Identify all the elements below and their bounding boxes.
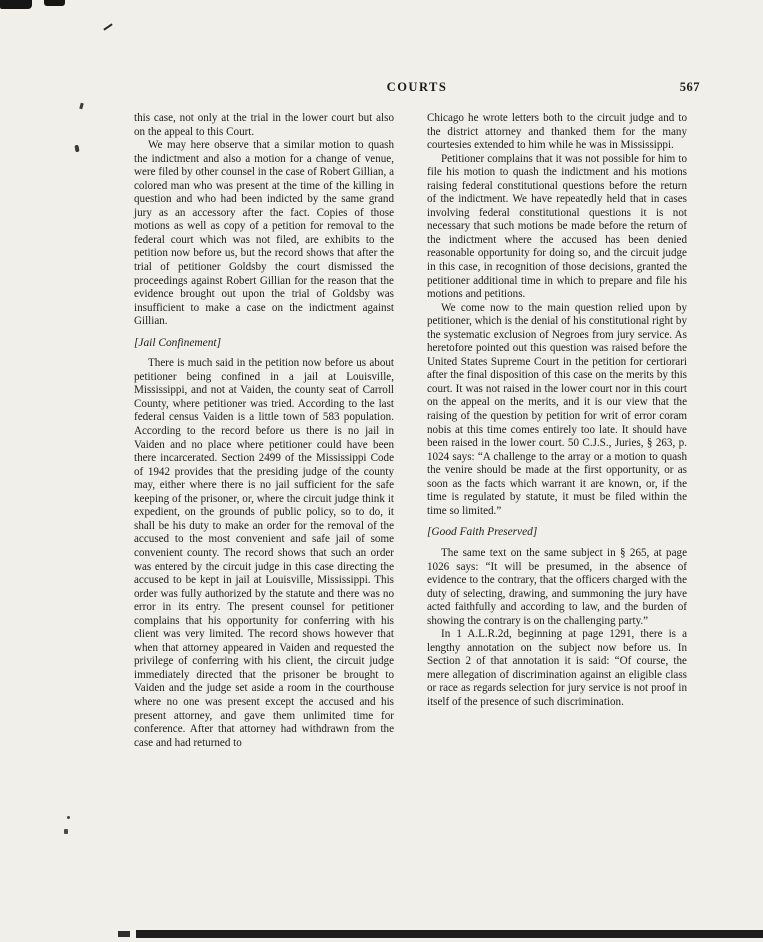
paragraph: We may here observe that a similar motion to quash the indictment and also a motion for a change of venue, were filed by other counsel in the case of Robert Gillian, a colored man who was present at the time of the killing in question and who had been indicted by the same grand jury as an accessory after the fact. Copies of those motions as well as copy of a petition for removal to the federal court which was not filed, are exhibits to the petition now before us, but the record shows that after the trial of petitioner Goldsby the court dismissed the proceedings against Robert Gillian for the reason that the evidence brought out upon the trial of Goldsby was insufficient to make a case on the indictment against Gillian. (134, 139, 394, 328)
scan-artifact (136, 930, 763, 938)
section-heading-good-faith-preserved: [Good Faith Preserved] (427, 526, 538, 539)
paragraph: There is much said in the petition now before us about petitioner being confined in a jail at Louisville, Mississippi, and not at Vaiden, the county seat of Carroll County, where petitioner was tried. According to the last federal census Vaiden is a little town of 583 population. According to the record before us there is no jail in Vaiden and no place where petitioner could have been there incarcerated. Section 2499 of the Mississippi Code of 1942 provides that the presiding judge of the county may, either where there is no jail sufficient for the safe keeping of the prisoner, or, where the circuit judge think it expedient, on the grounds of public policy, so to do, it shall be his duty to make an order for the removal of the accused to the most convenient and safe jail of some convenient county. The record shows that such an order was entered by the circuit judge in this case directing the accused to be kept in jail at Louisville, Mississippi. This order was fully authorized by the statute and there was no error in its entry. The present counsel for petitioner complains that his opportunity for conferring with his client was very limited. The record shows however that when that attorney appeared in Vaiden and requested the privilege of conferring with his client, the circuit judge immediately directed that the prisoner be brought to Vaiden and the judge set aside a room in the courthouse where no one was present except the accused and his present attorney, and gave them unlimited time for conference. After that attorney had withdrawn from the case and had returned to (134, 357, 394, 749)
paragraph: In 1 A.L.R.2d, beginning at page 1291, there is a lengthy annotation on the subject now before us. In Section 2 of that annotation it is said: “Of course, the mere allegation of discrimination against an eligible class or race as regards selection for jury service is not proof in itself of the presence of such discrimination. (427, 628, 687, 708)
page-title: COURTS (386, 80, 448, 94)
paragraph: We come now to the main question relied upon by petitioner, which is the denial of his constitutional right by the systematic exclusion of Negroes from jury service. As heretofore pointed out this question was raised before the United States Supreme Court in the petition for certiorari after the final disposition of this case on the merits by this court. It was not raised in the lower court nor in this court on the appeal on the merits, and it is our view that the raising of the question by petition for writ of error coram nobis at this time comes entirely too late. It should have been raised in the lower court. 50 C.J.S., Juries, § 263, p. 1024 says: “A challenge to the array or a motion to quash the venire should be made at the first opportunity, or as soon as the facts which warrant it are known, or, if the time is regulated by statute, it must be filed within the time so limited.” (427, 301, 687, 517)
scan-artifact (44, 0, 65, 6)
scan-artifact (0, 0, 32, 9)
paragraph: this case, not only at the trial in the lower court but also on the appeal to this Court. (134, 112, 394, 138)
scan-artifact (118, 931, 130, 937)
scan-artifact (67, 816, 70, 819)
page-number: 567 (679, 80, 700, 94)
paragraph: Petitioner complains that it was not possible for him to file his motion to quash the indictment and his motions raising federal constitutional questions before the return of the indictment. We have repeatedly held that in cases involving federal constitutional questions it is not necessary that such motions be made before the return of the indictment where the accused has been denied reasonable opportunity for doing so, and the circuit judge in this case, in recognition of those decisions, granted the petitioner additional time in which to prepare and file his motions and petitions. (427, 152, 687, 301)
scan-artifact (79, 103, 83, 110)
scan-artifact (64, 829, 68, 834)
paragraph: Chicago he wrote letters both to the circuit judge and to the district attorney and thanked them for the many courtesies extended to him while he was in Mississippi. (427, 112, 687, 152)
left-column (134, 112, 394, 750)
paragraph: The same text on the same subject in § 265, at page 1026 says: “It will be presumed, in the absence of evidence to the contrary, that the officers charged with the duty of selecting, drawing, and summoning the jury have acted faithfully and according to law, and the burden of showing the contrary is on the challenging party.” (427, 546, 687, 627)
scan-artifact (103, 23, 112, 30)
section-heading-jail-confinement: [Jail Confinement] (134, 336, 222, 349)
scan-artifact (74, 145, 79, 153)
right-column (427, 112, 687, 710)
running-head (134, 80, 700, 96)
